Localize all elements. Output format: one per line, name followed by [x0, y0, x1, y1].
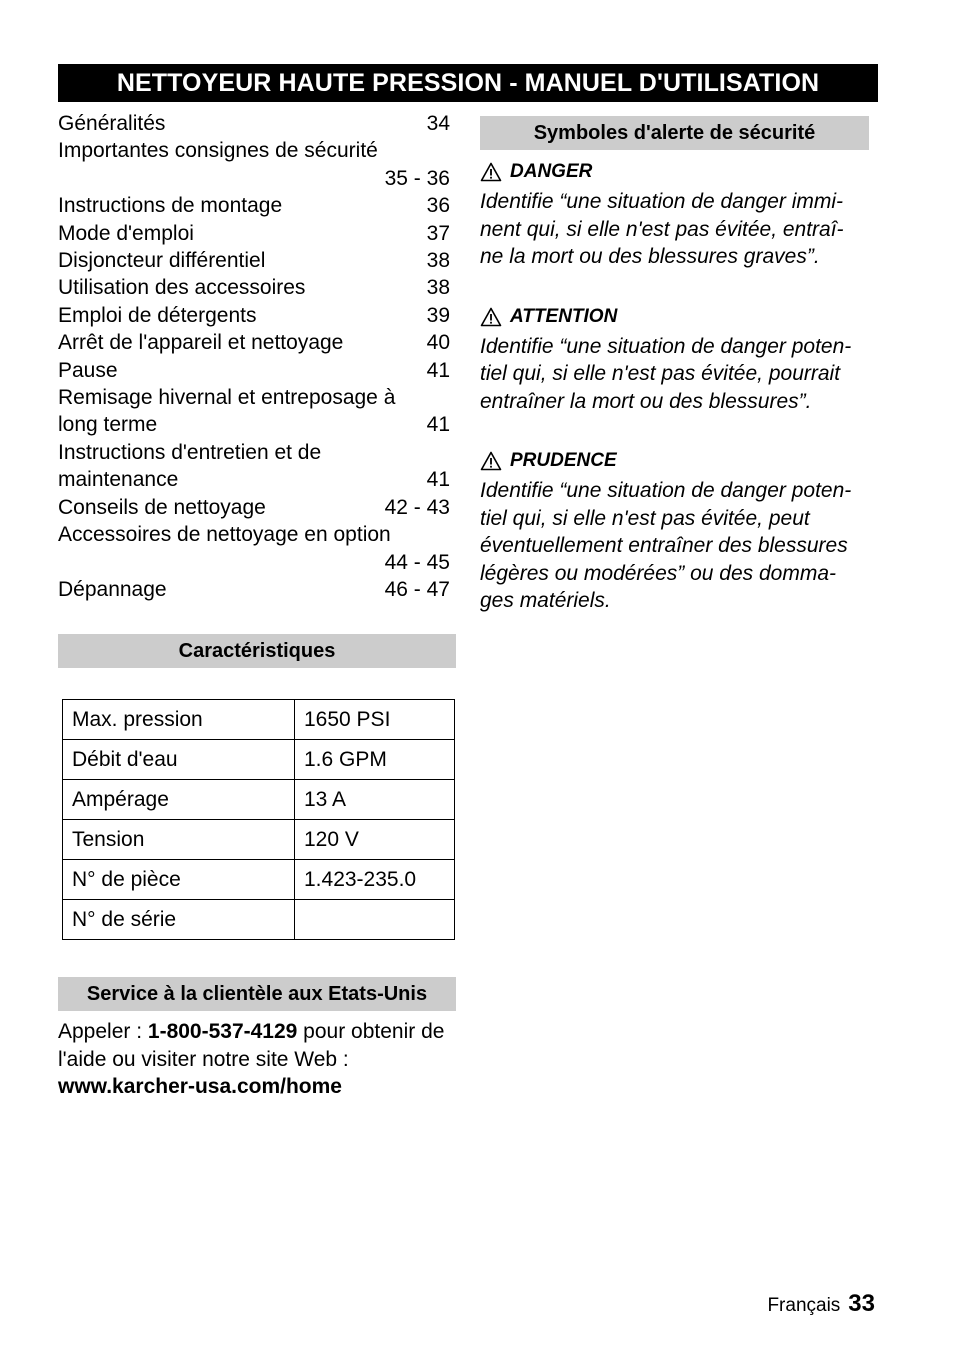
toc-page: 46 - 47: [384, 577, 450, 601]
page-title: NETTOYEUR HAUTE PRESSION - MANUEL D'UTILISATION: [58, 64, 878, 102]
service-prefix: Appeler :: [58, 1020, 148, 1043]
toc-item: [58, 302, 456, 329]
spec-label: N° de pièce: [63, 860, 295, 900]
alert-line: tiel qui, si elle n'est pas évitée, pourrait: [480, 362, 841, 385]
toc-item-page-line: [58, 549, 456, 576]
alert-line: ne la mort ou des blessures graves”.: [480, 245, 820, 268]
spec-value: 13 A: [295, 780, 455, 820]
alert-line: ges matériels.: [480, 589, 611, 612]
toc-page: 42 - 43: [384, 495, 450, 519]
toc-item: [58, 192, 456, 219]
toc-page: 41: [426, 413, 450, 437]
toc-item: [58, 521, 456, 548]
toc-page: 36: [426, 194, 450, 218]
alert-text: [480, 188, 878, 271]
service-middle: pour obtenir de l'aide ou visiter notre site Web :: [58, 1020, 445, 1071]
toc-item: [58, 137, 456, 164]
toc-label: long terme: [58, 413, 158, 437]
spec-value: 1.423-235.0: [295, 860, 455, 900]
alert-title-row: [480, 305, 878, 329]
spec-label: Tension: [63, 820, 295, 860]
alert-title: DANGER: [510, 161, 593, 182]
toc-page: 41: [426, 468, 450, 492]
spec-value: [295, 900, 455, 940]
toc-page: 44 - 45: [384, 550, 450, 574]
toc-page: 38: [426, 249, 450, 273]
alert-line: Identifie “une situation de danger poten-: [480, 479, 852, 502]
toc-label: Pause: [58, 358, 118, 382]
toc-label: Emploi de détergents: [58, 303, 257, 327]
toc-page: 40: [426, 331, 450, 355]
table-row: [63, 860, 455, 900]
left-column: [58, 110, 456, 603]
spec-label: N° de série: [63, 900, 295, 940]
toc-item: [58, 110, 456, 137]
table-row: [63, 700, 455, 740]
service-paragraph: [58, 1018, 456, 1101]
toc-label: Remisage hivernal et entreposage à: [58, 386, 396, 410]
warning-triangle-icon: [480, 162, 502, 182]
toc-item: [58, 220, 456, 247]
right-column: [480, 116, 878, 615]
toc-item: [58, 576, 456, 603]
spec-label: Max. pression: [63, 700, 295, 740]
toc-item-continued: [58, 411, 456, 438]
toc-page: 34: [426, 112, 450, 135]
spec-label: Ampérage: [63, 780, 295, 820]
warning-triangle-icon: [480, 307, 502, 327]
toc-page: 41: [426, 358, 450, 382]
toc-label: Utilisation des accessoires: [58, 276, 306, 300]
alert-prudence: [480, 449, 878, 615]
spec-value: 120 V: [295, 820, 455, 860]
alert-line: nent qui, si elle n'est pas évitée, entraî-: [480, 217, 844, 241]
alerts-heading: Symboles d'alerte de sécurité: [480, 116, 869, 150]
toc-label: Instructions d'entretien et de: [58, 440, 322, 464]
alert-line: Identifie “une situation de danger immi-: [480, 190, 844, 213]
alert-text: [480, 477, 878, 615]
table-row: [63, 900, 455, 940]
toc-item: [58, 247, 456, 274]
toc-label: maintenance: [58, 468, 179, 492]
specs-table: [62, 699, 455, 940]
toc-label: Accessoires de nettoyage en option: [58, 523, 391, 547]
alert-line: tiel qui, si elle n'est pas évitée, peut: [480, 506, 810, 530]
toc-item-page-line: [58, 165, 456, 192]
toc-page: 35 - 36: [384, 166, 450, 190]
alert-title-row: [480, 160, 878, 184]
toc-item: [58, 357, 456, 384]
toc-label: Disjoncteur différentiel: [58, 249, 266, 273]
service-phone: 1-800-537-4129: [147, 1020, 298, 1043]
spec-value: 1650 PSI: [295, 700, 455, 740]
toc-item: [58, 329, 456, 356]
toc-page: 37: [426, 221, 450, 245]
spec-label: Débit d'eau: [63, 740, 295, 780]
specs-heading: Caractéristiques: [58, 634, 456, 668]
alert-title-row: [480, 449, 878, 473]
alert-line: entraîner la mort ou des blessures”.: [480, 389, 812, 413]
alert-line: Identifie “une situation de danger poten-: [480, 334, 852, 358]
toc-item-continued: [58, 466, 456, 493]
alert-title: ATTENTION: [510, 305, 618, 327]
toc-item: [58, 494, 456, 521]
page-number: 33: [848, 1290, 875, 1317]
service-url: www.karcher-usa.com/home: [58, 1075, 342, 1098]
alert-text: [480, 333, 878, 416]
toc-item: [58, 439, 456, 466]
toc-page: 39: [426, 303, 450, 327]
toc-label: Importantes consignes de sécurité: [58, 139, 378, 163]
table-row: [63, 740, 455, 780]
alert-line: légères ou modérées” ou des domma-: [480, 561, 837, 585]
toc-label: Arrêt de l'appareil et nettoyage: [58, 331, 344, 355]
toc-label: Conseils de nettoyage: [58, 495, 266, 519]
footer-language: Français: [767, 1295, 841, 1316]
alert-danger: [480, 160, 878, 271]
toc-label: Instructions de montage: [58, 194, 283, 218]
page-footer: [767, 1290, 875, 1318]
toc-label: Généralités: [58, 112, 166, 135]
table-row: [63, 820, 455, 860]
alert-title: PRUDENCE: [510, 450, 617, 471]
spec-value: 1.6 GPM: [295, 740, 455, 780]
service-heading: Service à la clientèle aux Etats-Unis: [58, 977, 456, 1011]
toc-label: Mode d'emploi: [58, 221, 194, 245]
alert-attention: [480, 305, 878, 416]
table-of-contents: [58, 110, 456, 603]
alert-line: éventuellement entraîner des blessures: [480, 534, 848, 557]
warning-triangle-icon: [480, 451, 502, 471]
toc-page: 38: [426, 276, 450, 300]
toc-item: [58, 384, 456, 411]
toc-item: [58, 274, 456, 301]
table-row: [63, 780, 455, 820]
toc-label: Dépannage: [58, 577, 167, 601]
